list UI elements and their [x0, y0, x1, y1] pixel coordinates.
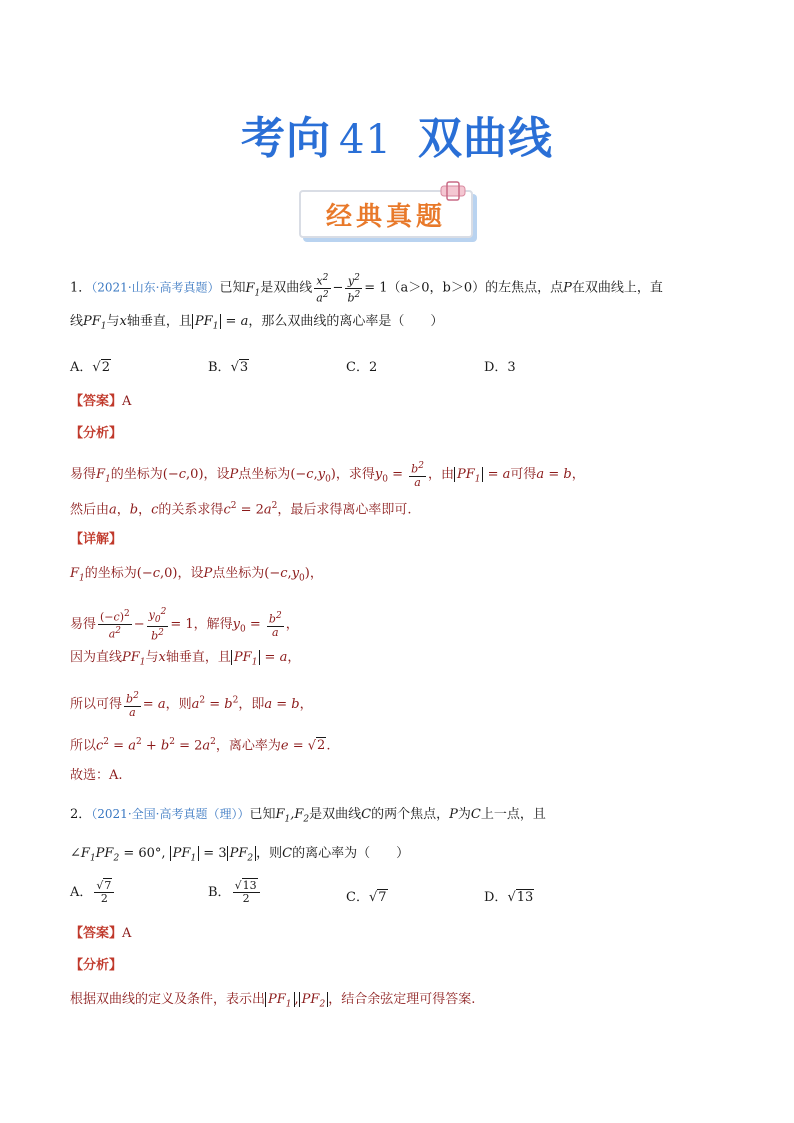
q1-option-d[interactable] [484, 356, 516, 375]
q1-stem-line2: 线$PF_1$与x轴垂直，且 $PF_1 = a$，那么双曲线的离心率是（ ） [70, 314, 444, 332]
section-badge [295, 180, 481, 242]
q1-text: 轴垂直，且 [126, 314, 192, 329]
q2-number: 2． [70, 807, 92, 822]
q1-text: 可得 [510, 466, 537, 482]
q2-text: ，结合余弦定理可得答案. [328, 992, 476, 1007]
analysis-tag: 【分析】 [70, 958, 123, 973]
q1-option-a[interactable] [70, 356, 111, 375]
title-main: 考向 [241, 113, 332, 164]
q1-answer [70, 392, 131, 412]
q1-text: 的坐标为 [84, 566, 137, 581]
q1-text: 轴垂直，且 [165, 650, 231, 665]
q1-text: 因为直线 [70, 650, 123, 665]
option-label: B． [208, 360, 231, 375]
q1-text: ，即 [238, 696, 265, 712]
q2-text: 的离心率为（ ） [292, 846, 410, 861]
q1-number: 1． [70, 280, 92, 296]
math-frac-y2b2: $\frac{y^2}{b^2}$ [347, 273, 361, 305]
q1-analysis-tag [70, 424, 122, 444]
q1-detail-tag [70, 530, 122, 550]
option-label: D． [484, 890, 508, 905]
q1-text: ，离心率为 [215, 738, 281, 754]
q1-text: 是双曲线 [260, 280, 313, 296]
q2-option-d[interactable]: D．√13 [484, 890, 534, 905]
q1-detail-line1: $F_1$的坐标为(−c,0)，设P点坐标为$(-c,y_0)$， [70, 566, 323, 584]
q1-text: ，求得 [335, 466, 375, 482]
option-label: A． [70, 360, 93, 375]
q1-analysis-line2: 然后由a，b，c的关系求得$c^2 = 2a^2$，最后求得离心率即可. [70, 501, 412, 518]
q1-text: 与 [145, 650, 159, 665]
q1-text: 点坐标为 [212, 566, 265, 581]
answer-tag: 【答案】 [70, 394, 123, 409]
answer-value: A [122, 926, 132, 941]
q1-option-b[interactable] [208, 356, 249, 375]
q1-source: （2021·山东·高考真题） [91, 280, 220, 295]
math-frac-x2a2: $\frac{x^2}{a^2}$ [316, 273, 329, 305]
q1-text: ，设 [177, 566, 204, 581]
math-sqrt3: √3 [230, 360, 249, 375]
q1-text: 故选：A. [70, 768, 123, 783]
q1-text: 易得 [70, 466, 97, 482]
q1-text: ，解得 [193, 616, 233, 632]
q1-text: 的关系求得 [158, 502, 224, 518]
q1-text: 所以可得 [70, 696, 123, 712]
q2-option-b[interactable]: B． $\frac{√13}{2}$ [208, 880, 262, 905]
q2-option-c[interactable]: C．√7 [346, 890, 387, 905]
q1-text: 然后由 [70, 502, 110, 518]
q2-analysis-tag [70, 956, 122, 976]
q1-text: 已知 [219, 280, 246, 296]
q2-analysis-line1: 根据双曲线的定义及条件，表示出 $PF_1$ , $PF_2$ ，结合余弦定理可得答案. [70, 992, 476, 1010]
q1-text: ，最后求得离心率即可. [277, 502, 412, 518]
q1-stem-line1: 1．（2021·山东·高考真题）已知$F_1$是双曲线 $\frac{x^2}{a^2}$ − $\frac{y^2}{b^2}$ = 1（a＞0，b＞0）的左焦点，点P在双曲线上，直 [70, 273, 663, 305]
detail-tag: 【详解】 [70, 532, 123, 547]
page-title [0, 102, 794, 166]
q1-text: ，由 [427, 466, 454, 482]
q1-analysis-line1: 易得$F_1$的坐标为(−c,0)，设P点坐标为$(-c,y_0)$，求得$y_0$ = $\frac{b^2}{a}$ ，由 $PF_1 = a$可得a = b， [70, 461, 585, 489]
math-abs-PF1: $PF_1$ [192, 314, 222, 329]
option-label: B． [208, 885, 231, 900]
q2-source: （2021·全国·高考真题（理）） [91, 807, 250, 821]
math-P: P [563, 280, 572, 296]
q1-text: 易得 [70, 616, 97, 632]
paper-clip-icon [439, 180, 467, 204]
q2-text: 为 [457, 807, 471, 822]
q2-text: ，则 [256, 846, 283, 861]
q2-text: 根据双曲线的定义及条件，表示出 [70, 992, 266, 1007]
q2-stem-line2: $\angle F_1PF_2 = 60^\circ$, $PF_1 = 3$ $PF_2$ ，则C的离心率为（ ） [70, 846, 410, 864]
q2-text: 是双曲线 [309, 807, 362, 822]
q1-option-c[interactable] [346, 356, 377, 375]
q1-detail-line2: 易得 $\frac{(-c)^2}{a^2}$ − $\frac{y_0^2}{b^2}$ = 1，解得$y_0$ = $\frac{b^2}{a}$ ， [70, 607, 299, 643]
option-label: D．3 [484, 360, 516, 375]
q2-text: 上一点，且 [480, 807, 546, 822]
q1-detail-line5: 所以$c^2 = a^2 + b^2 = 2a^2$，离心率为e = √2. [70, 737, 331, 754]
q1-text: 在双曲线上，直 [571, 280, 663, 296]
q1-text: 与 [106, 314, 120, 329]
q1-text: ，设 [203, 466, 230, 482]
q1-detail-line4: 所以可得 $\frac{b^2}{a}$ = a，则$a^2 = b^2$，即a = b， [70, 691, 313, 719]
q2-text: 已知 [249, 807, 276, 822]
q1-detail-line3: 因为直线$PF_1$与x轴垂直，且 $PF_1 = a$， [70, 650, 301, 668]
q1-detail-line6 [70, 766, 123, 786]
math-sqrt2: √2 [92, 360, 110, 375]
q2-stem-line1: 2．（2021·全国·高考真题（理））已知$F_1,F_2$是双曲线C的两个焦点，P为C上一点，且 [70, 807, 546, 825]
q2-answer [70, 924, 131, 944]
q1-text: 的坐标为 [110, 466, 163, 482]
title-number: 41 [339, 117, 392, 163]
option-label: A． [70, 885, 93, 900]
q2-option-a[interactable]: A． $\frac{√7}{2}$ [70, 880, 116, 905]
q1-text: 线 [70, 314, 84, 329]
q1-text: ，则 [165, 696, 192, 712]
answer-tag: 【答案】 [70, 926, 123, 941]
math-x: x [119, 314, 127, 329]
badge-label: 经典真题 [325, 202, 446, 232]
analysis-tag: 【分析】 [70, 426, 123, 441]
q2-text: 的两个焦点， [371, 807, 450, 822]
math-F1: $F_1$ [245, 280, 261, 299]
title-topic: 双曲线 [417, 113, 553, 164]
q1-text: 所以 [70, 738, 97, 754]
answer-value: A [122, 394, 132, 409]
q1-text: 点坐标为 [238, 466, 291, 482]
option-label: C．2 [346, 360, 378, 375]
math-PF1: $PF_1$ [83, 314, 107, 332]
option-label: C． [346, 890, 369, 905]
q1-text: ，那么双曲线的离心率是（ ） [248, 314, 444, 329]
q1-text: （a＞0，b＞0）的左焦点，点 [387, 280, 564, 296]
